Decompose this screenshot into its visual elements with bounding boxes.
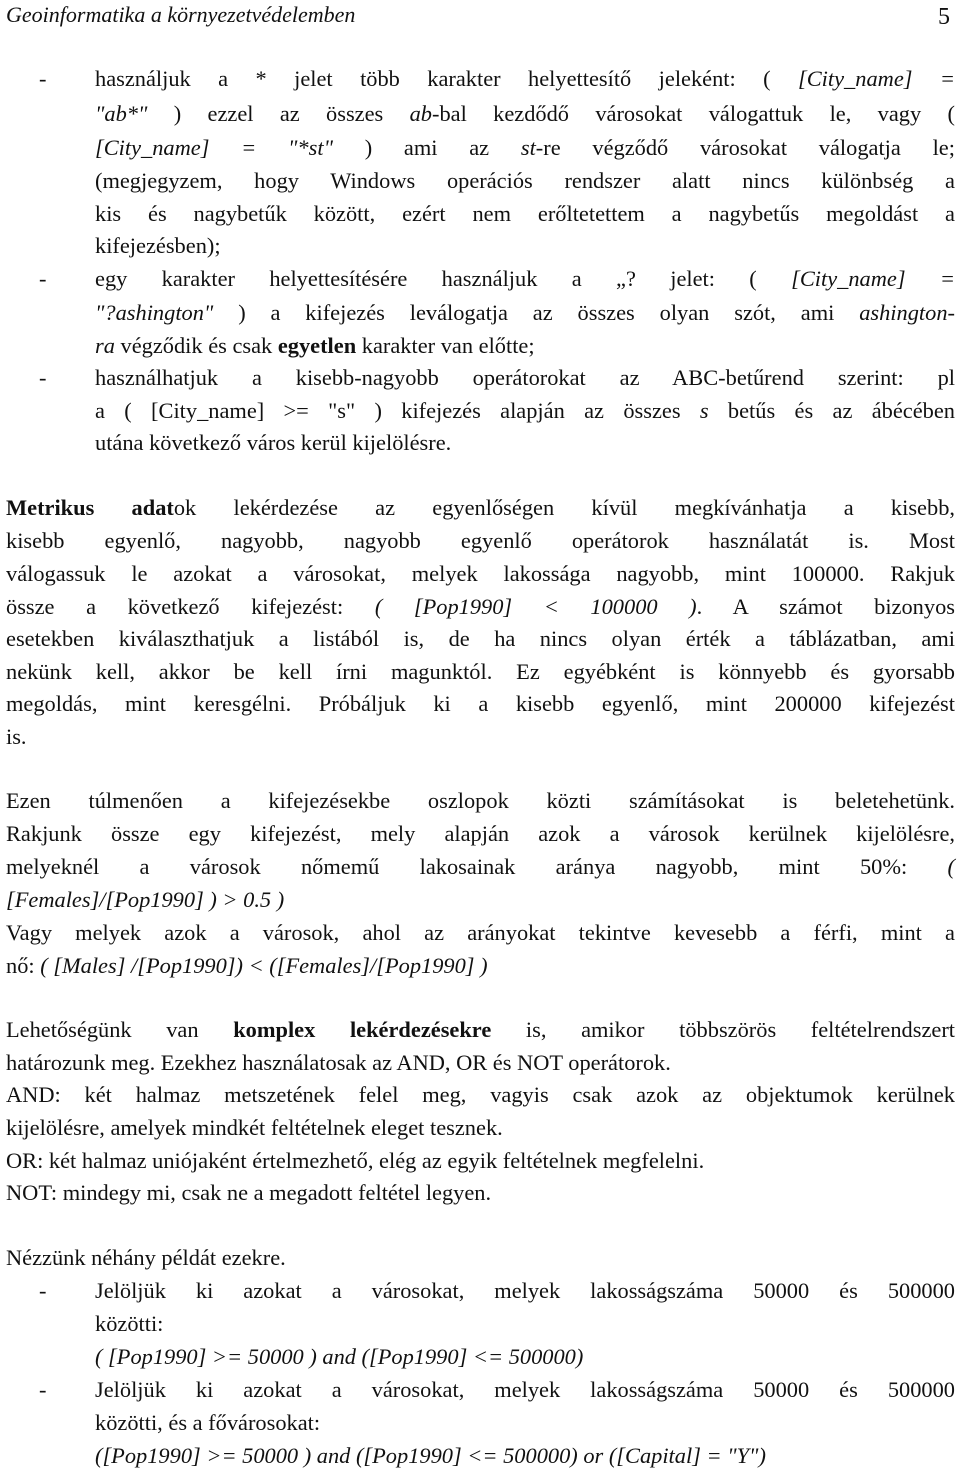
bullet-dash: - <box>39 365 47 390</box>
text-line: Metrikus adatok lekérdezése az egyenlőségen kívül megkívánhatja a kisebb, <box>6 495 955 520</box>
text-line: nő: ( [Males] /[Pop1990]) < ([Females]/[Pop1990] ) <box>6 953 488 978</box>
text-line: használhatjuk a kisebb-nagyobb operátorokat az ABC-betűrend szerint: pl <box>95 365 955 390</box>
text-line: Rakjunk össze egy kifejezést, mely alapján azok a városok kerülnek kijelölésre, <box>6 821 955 846</box>
text-line: (megjegyzem, hogy Windows operációs rendszer alatt nincs különbség a <box>95 168 955 193</box>
text-line: Nézzünk néhány példát ezekre. <box>6 1245 286 1270</box>
text-line: megoldás, mint keresgélni. Próbáljuk ki a kisebb egyenlő, mint 200000 kifejezést <box>6 691 955 716</box>
page-number: 5 <box>938 4 950 30</box>
text-line: közötti, és a fővárosokat: <box>95 1410 321 1435</box>
text-line: használjuk a * jelet több karakter helyettesítő jeleként: ( [City_name] = <box>95 66 955 91</box>
text-line: nekünk kell, akkor be kell írni magunktól. Ez egyébként is könnyebb és gyorsabb <box>6 659 955 684</box>
text-line: kifejezésben); <box>95 233 221 258</box>
text-line: a ( [City_name] >= "s" ) kifejezés alapján az összes s betűs és az ábécében <box>95 398 955 423</box>
text-line: ra végződik és csak egyetlen karakter van előtte; <box>95 333 535 358</box>
text-line: [Females]/[Pop1990] ) > 0.5 ) <box>6 887 285 912</box>
bullet-dash: - <box>39 1278 47 1303</box>
text-line: össze a következő kifejezést: ( [Pop1990] < 100000 ). A számot bizonyos <box>6 594 955 619</box>
text-line: NOT: mindegy mi, csak ne a megadott feltétel legyen. <box>6 1180 492 1205</box>
text-line: esetekben kiválaszthatjuk a listából is, de ha nincs olyan érték a táblázatban, ami <box>6 626 955 651</box>
text-line: melyeknél a városok nőmemű lakosainak aránya nagyobb, mint 50%: ( <box>6 854 955 879</box>
text-line: Jelöljük ki azokat a városokat, melyek lakosságszáma 50000 és 500000 <box>95 1278 955 1303</box>
bullet-dash: - <box>39 1377 47 1402</box>
text-line: [City_name] = "*st" ) ami az st-re végződő városokat válogatja le; <box>95 135 955 160</box>
running-header <box>6 2 950 34</box>
text-line: egy karakter helyettesítésére használjuk a „? jelet: ( [City_name] = <box>95 266 955 291</box>
header-title: Geoinformatika a környezetvédelemben <box>6 2 356 27</box>
text-line: "ab*" ) ezzel az összes ab-bal kezdődő városokat válogattuk le, vagy ( <box>95 101 955 126</box>
text-line: utána következő város kerül kijelölésre. <box>95 430 452 455</box>
bullet-dash: - <box>39 266 47 291</box>
expression-line: ( [Pop1990] >= 50000 ) and ([Pop1990] <= 500000) <box>95 1344 584 1369</box>
text-line: kijelölésre, amelyek mindkét feltételnek eleget tesznek. <box>6 1115 503 1140</box>
bullet-dash: - <box>39 66 47 91</box>
text-line: Lehetőségünk van komplex lekérdezésekre is, amikor többszörös feltételrendszert <box>6 1017 955 1042</box>
text-line: kisebb egyenlő, nagyobb, nagyobb egyenlő operátorok használatát is. Most <box>6 528 955 553</box>
text-line: Jelöljük ki azokat a városokat, melyek lakosságszáma 50000 és 500000 <box>95 1377 955 1402</box>
text-line: válogassuk le azokat a városokat, melyek lakossága nagyobb, mint 100000. Rakjuk <box>6 561 955 586</box>
text-line: határozunk meg. Ezekhez használatosak az AND, OR és NOT operátorok. <box>6 1050 671 1075</box>
text-line: AND: két halmaz metszetének felel meg, vagyis csak azok az objektumok kerülnek <box>6 1082 955 1107</box>
text-line: Vagy melyek azok a városok, ahol az arányokat tekintve kevesebb a férfi, mint a <box>6 920 955 945</box>
text-line: közötti: <box>95 1311 164 1336</box>
text-line: kis és nagybetűk között, ezért nem erőltetettem a nagybetűs megoldást a <box>95 201 955 226</box>
expression-line: ([Pop1990] >= 50000 ) and ([Pop1990] <= 500000) or ([Capital] = "Y") <box>95 1443 766 1468</box>
text-line: Ezen túlmenően a kifejezésekbe oszlopok közti számításokat is beletehetünk. <box>6 788 955 813</box>
text-line: "?ashington" ) a kifejezés leválogatja az összes olyan szót, ami ashington- <box>95 300 955 325</box>
text-line: is. <box>6 724 27 749</box>
text-line: OR: két halmaz uniójaként értelmezhető, elég az egyik feltételnek megfelelni. <box>6 1148 705 1173</box>
